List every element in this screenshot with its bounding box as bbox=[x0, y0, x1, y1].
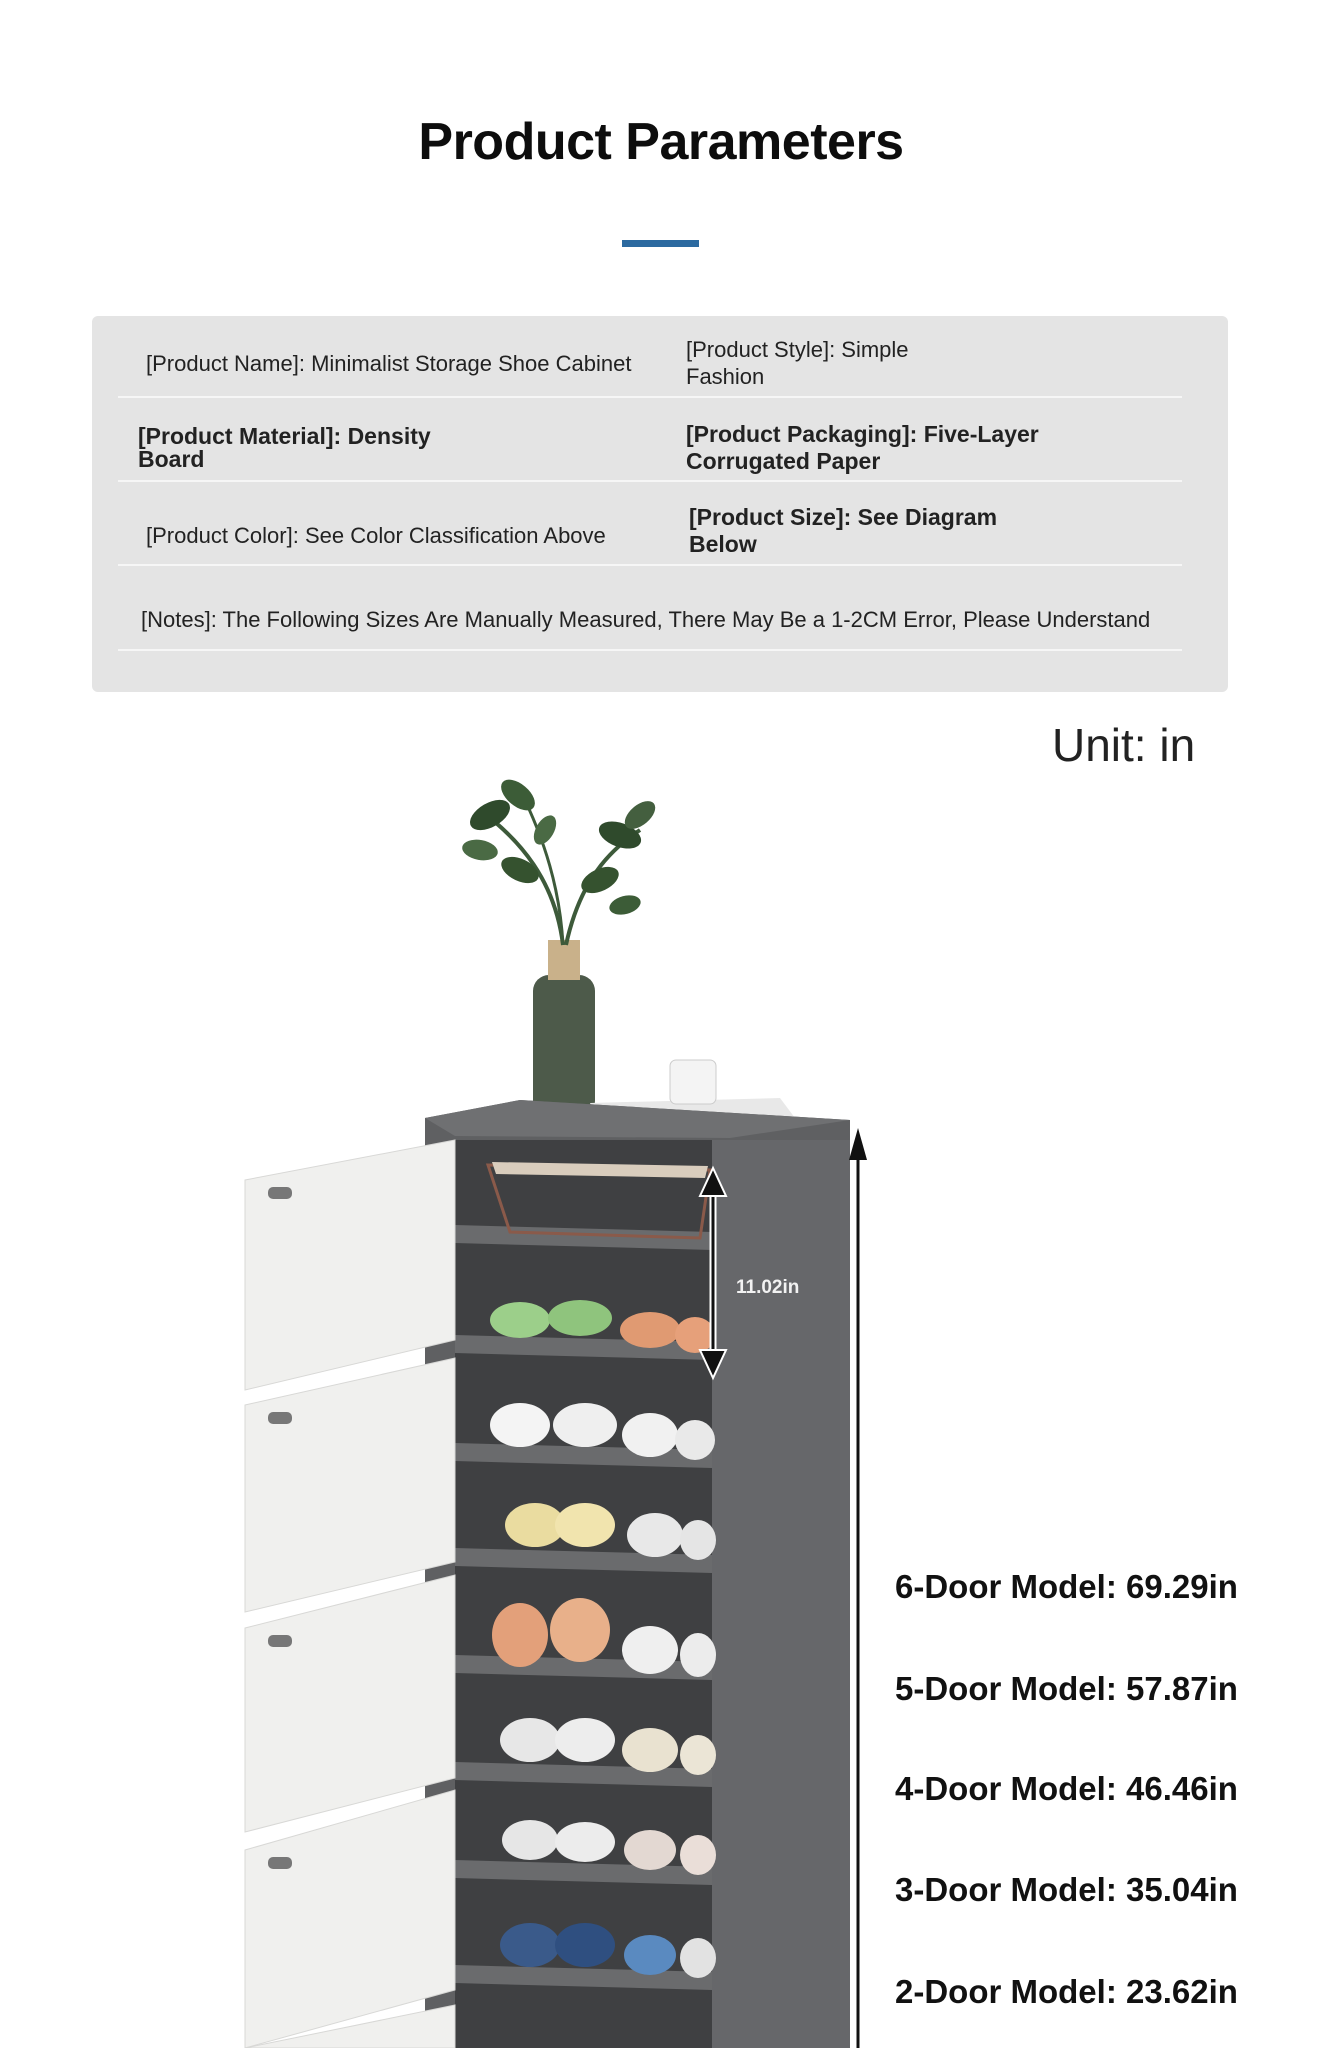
param-product-style-line1: [Product Style]: Simple bbox=[686, 337, 909, 362]
param-product-size-line1: [Product Size]: See Diagram bbox=[689, 504, 998, 530]
param-product-size-line2: Below bbox=[689, 531, 757, 557]
unit-label: Unit: in bbox=[1052, 719, 1196, 771]
shelf-height-label: 11.02in bbox=[736, 1277, 800, 1298]
param-product-packaging-line2: Corrugated Paper bbox=[686, 448, 881, 474]
param-product-material-line1: [Product Material]: Density bbox=[138, 423, 431, 449]
model-height-4-door: 4-Door Model: 46.46in bbox=[895, 1770, 1238, 1807]
cabinet-doors bbox=[245, 1140, 455, 2048]
total-height-arrow bbox=[849, 1128, 867, 2048]
model-height-6-door: 6-Door Model: 69.29in bbox=[895, 1568, 1238, 1605]
param-notes: [Notes]: The Following Sizes Are Manually Measured, There May Be a 1-2CM Error, Please Understand bbox=[141, 607, 1151, 632]
model-height-2-door: 2-Door Model: 23.62in bbox=[895, 1973, 1238, 2010]
plant-vase-icon bbox=[461, 774, 661, 1117]
model-height-3-door: 3-Door Model: 35.04in bbox=[895, 1871, 1238, 1908]
model-height-5-door: 5-Door Model: 57.87in bbox=[895, 1670, 1238, 1707]
param-product-packaging-line1: [Product Packaging]: Five-Layer bbox=[686, 421, 1039, 447]
cabinet-body bbox=[425, 1100, 850, 2048]
param-product-material-line2: Board bbox=[138, 446, 205, 472]
param-product-name: [Product Name]: Minimalist Storage Shoe Cabinet bbox=[146, 351, 632, 376]
param-product-color: [Product Color]: See Color Classification Above bbox=[146, 523, 606, 548]
param-product-style-line2: Fashion bbox=[686, 364, 765, 389]
page-title: Product Parameters bbox=[418, 113, 904, 171]
